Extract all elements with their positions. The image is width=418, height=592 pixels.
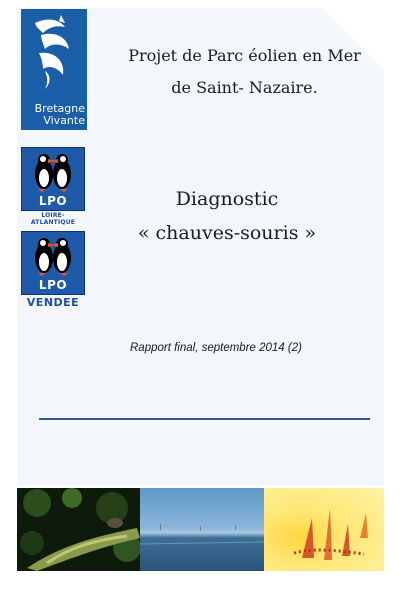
lpo-vendee-logo [21, 231, 85, 309]
lpo-word: LPO [38, 278, 68, 292]
subtitle-line-1: Diagnostic [175, 188, 279, 210]
subtitle-line-2: « chauves-souris » [137, 222, 317, 244]
document-title [92, 40, 397, 104]
bat-forest-photo [17, 488, 140, 571]
bretagne-vivante-logo [21, 9, 87, 130]
title-line-2: de Saint- Nazaire. [171, 78, 318, 97]
report-date: Rapport final, septembre 2014 (2) [130, 342, 302, 354]
sea-horizon-photo [140, 488, 264, 571]
sonogram-image [264, 488, 384, 571]
bv-line1: Bretagne [34, 102, 85, 115]
lpo-region-label: LOIRE-ATLANTIQUE [30, 212, 76, 226]
photo-strip [17, 488, 384, 571]
puffin-icon [22, 232, 84, 282]
document-subtitle [92, 182, 362, 250]
divider-line [39, 418, 370, 420]
lpo-region-label: VENDEE [26, 296, 80, 309]
lpo-loire-atlantique-logo [21, 147, 85, 226]
bv-line2: Vivante [43, 114, 85, 127]
puffin-icon [22, 148, 84, 198]
title-line-1: Projet de Parc éolien en Mer [128, 46, 361, 65]
lpo-word: LPO [38, 194, 68, 208]
